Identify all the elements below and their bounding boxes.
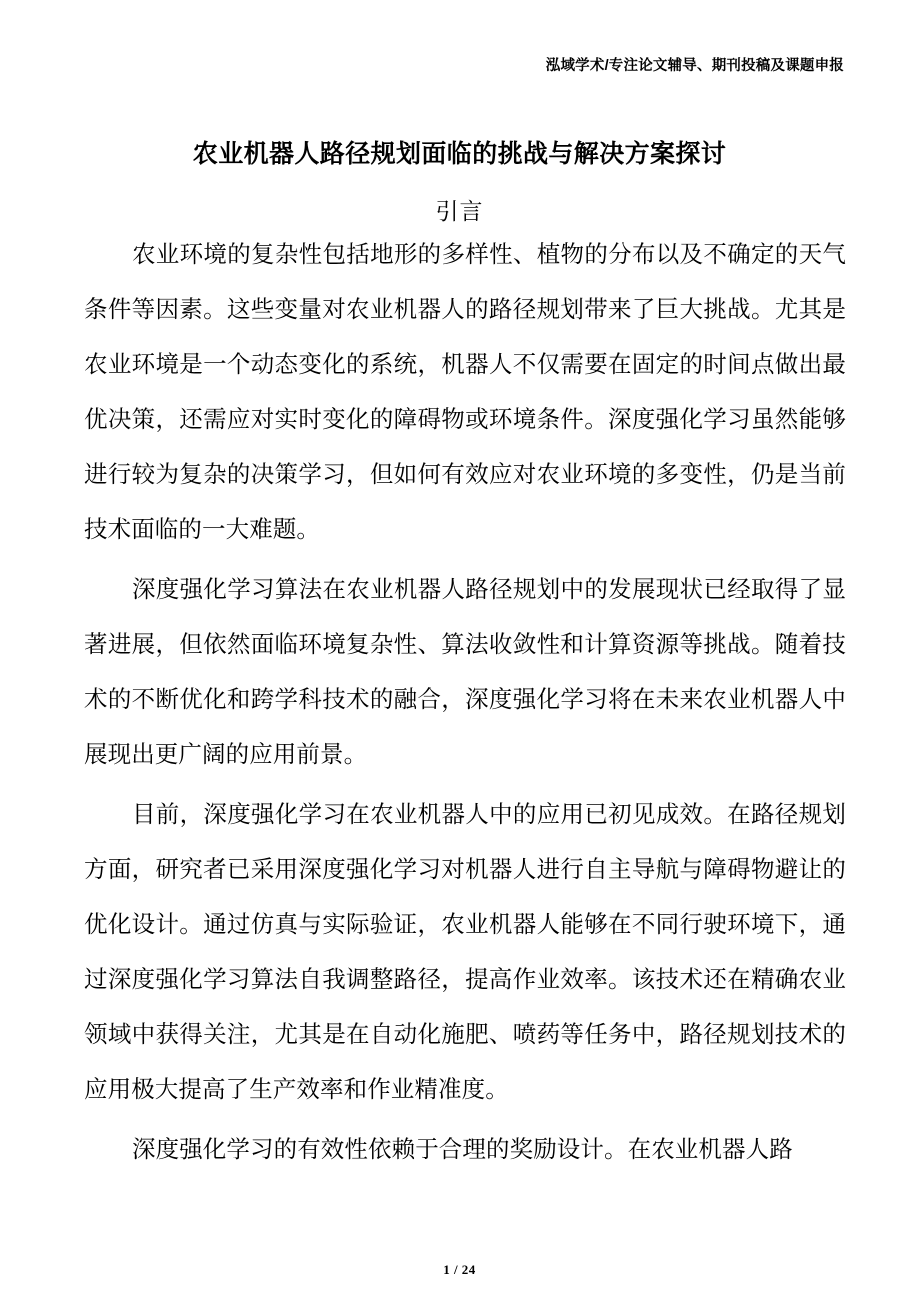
paragraph: 深度强化学习的有效性依赖于合理的奖励设计。在农业机器人路 [132,1137,793,1163]
body-text-block [84,228,846,1178]
page-title: 农业机器人路径规划面临的挑战与解决方案探讨 [192,139,727,168]
section-heading-introduction: 引言 [435,198,484,225]
running-header: 泓域学术/专注论文辅导、期刊投稿及课题申报 [545,58,844,74]
paragraph: 深度强化学习算法在农业机器人路径规划中的发展现状已经取得了显著进展，但依然面临环境复杂性、算法收敛性和计算资源等挑战。随着技术的不断优化和跨学科技术的融合，深度强化学习将在未来农业机器人中展现出更广阔的应用前景。 [84,577,846,768]
page-number-footer: 1 / 24 [443,1262,476,1277]
paragraph: 农业环境的复杂性包括地形的多样性、植物的分布以及不确定的天气条件等因素。这些变量对农业机器人的路径规划带来了巨大挑战。尤其是农业环境是一个动态变化的系统，机器人不仅需要在固定的时间点做出最优决策，还需应对实时变化的障碍物或环境条件。深度强化学习虽然能够进行较为复杂的决策学习，但如何有效应对农业环境的多变性，仍是当前技术面临的一大难题。 [84,242,846,543]
paragraph: 目前，深度强化学习在农业机器人中的应用已初见成效。在路径规划方面，研究者已采用深度强化学习对机器人进行自主导航与障碍物避让的优化设计。通过仿真与实际验证，农业机器人能够在不同行驶环境下，通过深度强化学习算法自我调整路径，提高作业效率。该技术还在精确农业领域中获得关注，尤其是在自动化施肥、喷药等任务中，路径规划技术的应用极大提高了生产效率和作业精准度。 [84,802,846,1103]
